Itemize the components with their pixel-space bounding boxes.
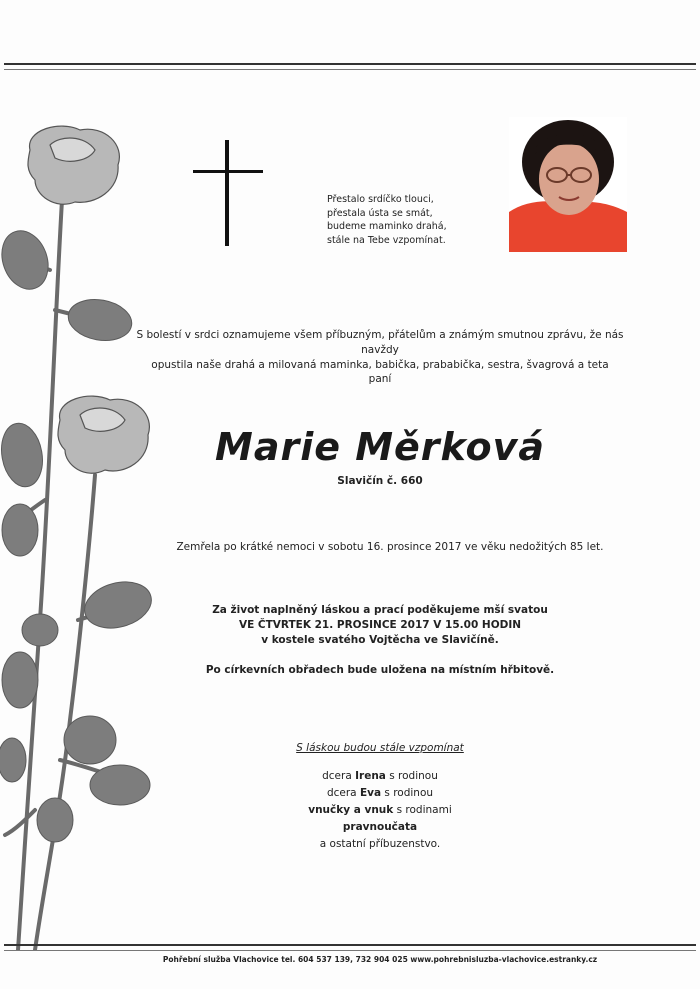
deceased-address: Slavičín č. 660 xyxy=(337,475,423,487)
bottom-rule xyxy=(4,944,696,951)
announcement-line-1: S bolestí v srdci oznamujeme všem příbuzným, přátelům a známým smutnou zprávu, že nás navždy xyxy=(136,329,624,356)
poem-line: přestala ústa se smát, xyxy=(327,207,433,219)
portrait-photo xyxy=(509,117,627,252)
deceased-name: Marie Měrková xyxy=(215,425,545,469)
mass-line-2: VE ČTVRTEK 21. PROSINCE 2017 V 15.00 HODIN xyxy=(238,619,522,631)
poem-line: stále na Tebe vzpomínat. xyxy=(327,234,446,246)
mourner-item: dcera Eva s rodinou xyxy=(326,787,434,799)
death-notice: Zemřela po krátké nemoci v sobotu 16. prosince 2017 ve věku nedožitých 85 let. xyxy=(176,541,604,553)
announcement-line-2: opustila naše drahá a milovaná maminka, babička, prababička, sestra, švagrová a teta xyxy=(151,359,609,371)
latin-cross-icon xyxy=(193,140,263,246)
announcement-text xyxy=(120,328,640,373)
mourner-item: a ostatní příbuzenstvo. xyxy=(319,838,441,850)
mourner-item: vnučky a vnuk s rodinami xyxy=(308,804,452,816)
funeral-service-footer: Pohřební služba Vlachovice tel. 604 537 139, 732 904 025 www.pohrebnisluzba-vlachovice.estranky.cz xyxy=(162,955,598,964)
burial-notice: Po církevních obřadech bude uložena na místním hřbitově. xyxy=(205,664,555,676)
mourner-item: pravnoučata xyxy=(342,821,418,833)
mourners-list xyxy=(250,768,510,853)
mass-line-3: v kostele svatého Vojtěcha ve Slavičíně. xyxy=(261,634,499,646)
mass-line-1: Za život naplněný láskou a prací poděkujeme mší svatou xyxy=(212,604,548,616)
mourner-item: dcera Irena s rodinou xyxy=(322,770,438,782)
mass-announcement xyxy=(170,603,590,648)
rose-decoration xyxy=(0,120,170,950)
poem-line: budeme maminko drahá, xyxy=(327,221,447,232)
title-pani: paní xyxy=(368,373,392,385)
top-rule xyxy=(4,63,696,70)
poem-line: Přestalo srdíčko tlouci, xyxy=(327,194,434,205)
memorial-poem xyxy=(327,193,507,247)
memory-heading: S láskou budou stále vzpomínat xyxy=(296,742,464,754)
